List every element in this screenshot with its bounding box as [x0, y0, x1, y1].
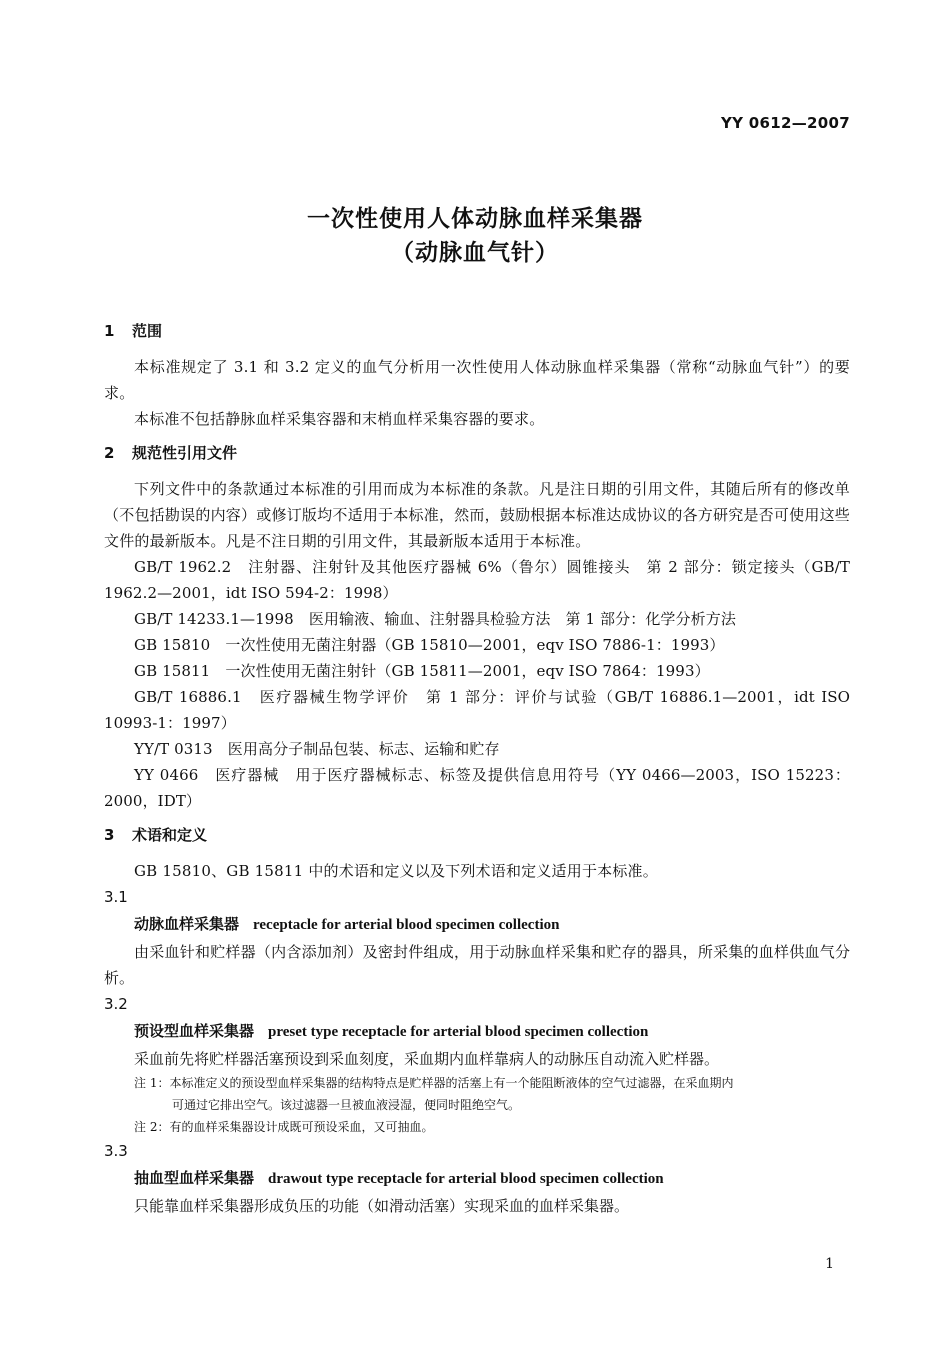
- paragraph: 本标准规定了 3.1 和 3.2 定义的血气分析用一次性使用人体动脉血样采集器（常称“动脉血气针”）的要求。: [104, 358, 850, 402]
- section-title: 术语和定义: [132, 826, 208, 844]
- term-entry: [104, 910, 850, 939]
- term-chinese: 抽血型血样采集器: [134, 1169, 255, 1187]
- section-title: 范围: [132, 322, 163, 340]
- term-chinese: 动脉血样采集器: [134, 915, 240, 933]
- section-number: 1: [104, 322, 115, 340]
- clause-number: 3.3: [104, 1142, 128, 1160]
- term-english: drawout type receptacle for arterial blood specimen collection: [268, 1171, 664, 1187]
- term-chinese: 预设型血样采集器: [134, 1022, 255, 1040]
- term-definition: 由采血针和贮样器（内含添加剂）及密封件组成，用于动脉血样采集和贮存的器具，所采集的血样供血气分析。: [104, 943, 850, 987]
- note-1: [104, 1072, 850, 1116]
- reference-item: GB 15811 一次性使用无菌注射针（GB 15811—2001，eqv ISO 7864：1993）: [134, 662, 710, 680]
- term-english: preset type receptacle for arterial blood specimen collection: [268, 1024, 649, 1040]
- section-heading-terms-definitions: [104, 822, 850, 848]
- clause-number: 3.2: [104, 995, 128, 1013]
- term-english: receptacle for arterial blood specimen collection: [253, 917, 560, 933]
- paragraph: 下列文件中的条款通过本标准的引用而成为本标准的条款。凡是注日期的引用文件，其随后所有的修改单（不包括勘误的内容）或修订版均不适用于本标准，然而，鼓励根据本标准达成协议的各方研究是否可使用这些文件的最新版本。凡是不注日期的引用文件，其最新版本适用于本标准。: [104, 480, 850, 550]
- page-number: 1: [825, 1256, 834, 1272]
- note-text: 注 1：本标准定义的预设型血样采集器的结构特点是贮样器的活塞上有一个能阻断液体的空气过滤器，在采血期内: [134, 1076, 734, 1090]
- section-heading-scope: [104, 318, 850, 344]
- reference-item: GB 15810 一次性使用无菌注射器（GB 15810—2001，eqv ISO 7886-1：1993）: [134, 636, 725, 654]
- reference-item: GB/T 16886.1 医疗器械生物学评价 第 1 部分：评价与试验（GB/T 16886.1—2001，idt ISO 10993-1：1997）: [104, 688, 850, 732]
- document-subtitle: （动脉血气针）: [391, 240, 559, 266]
- document-body: [104, 318, 850, 1219]
- term-definition: 只能靠血样采集器形成负压的功能（如滑动活塞）实现采血的血样采集器。: [134, 1197, 630, 1215]
- reference-item: YY 0466 医疗器械 用于医疗器械标志、标签及提供信息用符号（YY 0466—2003，ISO 15223：2000，IDT）: [104, 766, 850, 810]
- reference-item: YY/T 0313 医用高分子制品包装、标志、运输和贮存: [134, 740, 500, 758]
- section-title: 规范性引用文件: [132, 444, 238, 462]
- term-entry: [104, 1164, 850, 1193]
- section-number: 3: [104, 826, 115, 844]
- term-definition: 采血前先将贮样器活塞预设到采血刻度，采血期内血样靠病人的动脉压自动流入贮样器。: [134, 1050, 720, 1068]
- paragraph: GB 15810、GB 15811 中的术语和定义以及下列术语和定义适用于本标准。: [134, 862, 658, 880]
- reference-item: GB/T 1962.2 注射器、注射针及其他医疗器械 6%（鲁尔）圆锥接头 第 2 部分：锁定接头（GB/T 1962.2—2001，idt ISO 594-2：1998）: [104, 558, 850, 602]
- paragraph: 本标准不包括静脉血样采集容器和末梢血样采集容器的要求。: [134, 410, 545, 428]
- section-heading-normative-references: [104, 440, 850, 466]
- note-2: 注 2：有的血样采集器设计成既可预设采血，又可抽血。: [134, 1120, 434, 1134]
- clause-number: 3.1: [104, 888, 128, 906]
- reference-item: GB/T 14233.1—1998 医用输液、输血、注射器具检验方法 第 1 部分：化学分析方法: [134, 610, 736, 628]
- note-text-continued: 可通过它排出空气。该过滤器一旦被血液浸湿，便同时阻绝空气。: [172, 1098, 521, 1112]
- term-entry: [104, 1017, 850, 1046]
- section-number: 2: [104, 444, 115, 462]
- standard-number: YY 0612—2007: [720, 114, 850, 132]
- document-title: 一次性使用人体动脉血样采集器: [307, 206, 643, 232]
